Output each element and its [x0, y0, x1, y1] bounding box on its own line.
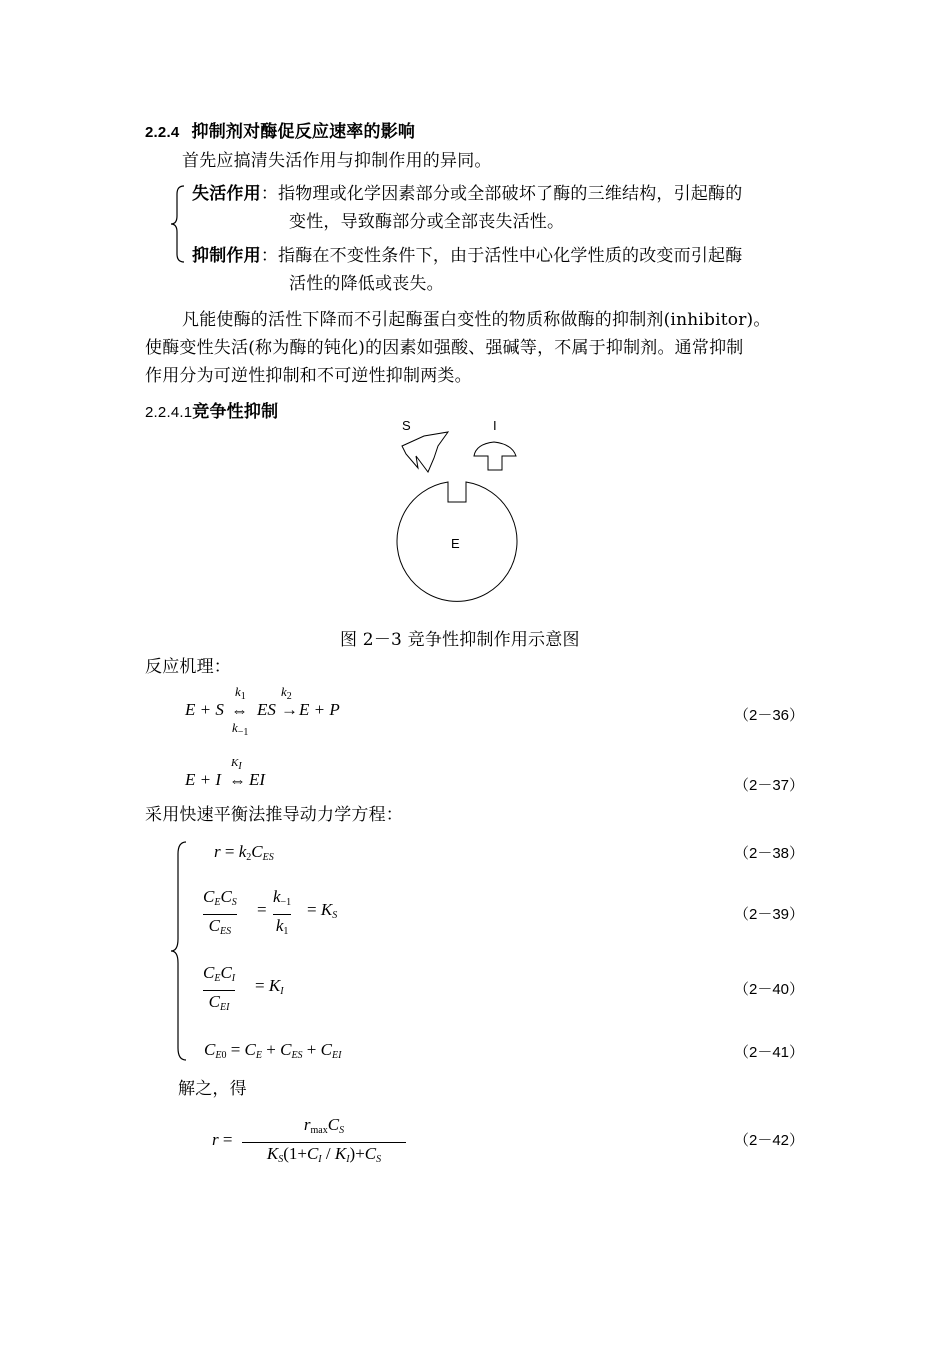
definition-deactivation: 失活作用：指物理或化学因素部分或全部破坏了酶的三维结构，引起酶的 变性，导致酶部分或全部丧失活性。	[192, 180, 832, 236]
solve-label: 解之，得	[178, 1079, 247, 1099]
intro-text: 首先应搞清失活作用与抑制作用的异同。	[182, 151, 492, 171]
forward-arrow: →	[281, 700, 298, 719]
inhibitor-paragraph	[145, 306, 815, 390]
definition-brace	[170, 184, 186, 264]
equation-number-2-41: （2－41）	[734, 1044, 805, 1061]
equation-2-42: r = $r_{max}C_S$ $K_S(1+C_I / K_I)+C_S$	[212, 1114, 432, 1170]
definition-inhibition-line2: 活性的降低或丧失。	[289, 274, 444, 294]
equation-2-36: E + S ⇔ $k_1$ $k_{-1}$ ES $k_2$ → E + P	[185, 684, 340, 738]
inhibitor-shape	[474, 442, 516, 470]
substrate-shape	[402, 432, 448, 472]
figure-label-i: I	[493, 418, 497, 433]
figure-caption: 图 2－3 竞争性抑制作用示意图	[340, 630, 580, 650]
equation-2-38: $r = k_2C_{ES}$	[214, 842, 274, 863]
section-title: 抑制剂对酶促反应速率的影响	[191, 122, 416, 142]
equation-number-2-40: （2－40）	[734, 981, 805, 998]
definition-inhibition-line1: 指酶在不变性条件下，由于活性中心化学性质的改变而引起酶	[278, 246, 743, 266]
figure-drawing	[380, 412, 540, 607]
equation-number-2-42: （2－42）	[734, 1132, 805, 1149]
definition-deactivation-line1: 指物理或化学因素部分或全部破坏了酶的三维结构，引起酶的	[278, 184, 743, 204]
figure-label-s: S	[402, 418, 411, 433]
equation-2-37: E + I $K_I$ ⇔ EI	[185, 757, 266, 790]
method-label: 采用快速平衡法推导动力学方程：	[145, 805, 403, 825]
reversible-arrow: ⇔	[231, 701, 248, 720]
definition-deactivation-line2: 变性，导致酶部分或全部丧失活性。	[289, 212, 565, 232]
subsection-number: 2.2.4.1	[145, 404, 193, 421]
equation-number-2-36: （2－36）	[734, 707, 805, 724]
paragraph-line-1: 凡能使酶的活性下降而不引起酶蛋白变性的物质称做酶的抑制剂(inhibitor)。	[182, 310, 771, 330]
definition-inhibition: 抑制作用：指酶在不变性条件下，由于活性中心化学性质的改变而引起酶 活性的降低或丧失。	[192, 242, 832, 298]
term-deactivation: 失活作用	[192, 184, 261, 204]
mechanism-label: 反应机理：	[145, 657, 231, 677]
section-number: 2.2.4	[145, 124, 180, 141]
paragraph-line-2: 使酶变性失活(称为酶的钝化)的因素如强酸、强碱等，不属于抑制剂。通常抑制	[145, 338, 744, 358]
equation-2-39: $C_EC_S$ $C_{ES}$ = $k_{-1}$ $k_1$ = $K_S$	[203, 887, 338, 937]
equation-2-40: $C_EC_I$ $C_{EI}$ = $K_I$	[203, 963, 284, 1013]
subsection-heading	[145, 398, 278, 427]
section-heading	[145, 118, 415, 147]
figure-label-e: E	[451, 536, 460, 551]
equation-2-41: $C_{E0} = C_E + C_{ES} + C_{EI}$	[204, 1040, 342, 1061]
equation-number-2-39: （2－39）	[734, 906, 805, 923]
equation-number-2-37: （2－37）	[734, 777, 805, 794]
system-brace	[170, 840, 188, 1062]
subsection-title: 竞争性抑制	[192, 402, 279, 422]
equation-number-2-38: （2－38）	[734, 845, 805, 862]
competitive-inhibition-figure	[380, 412, 540, 607]
paragraph-line-3: 作用分为可逆性抑制和不可逆性抑制两类。	[145, 366, 472, 386]
term-inhibition: 抑制作用	[192, 246, 261, 266]
